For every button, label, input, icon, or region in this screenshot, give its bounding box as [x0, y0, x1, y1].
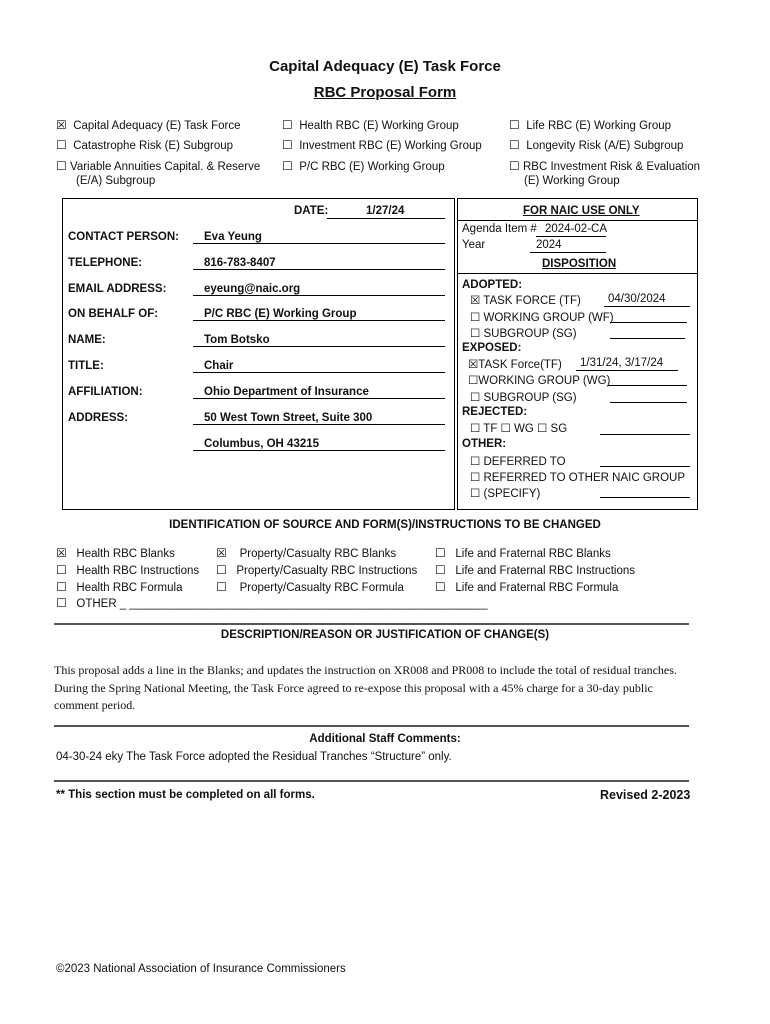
form-label: Health RBC Formula	[76, 582, 183, 594]
title-label: TITLE:	[68, 360, 104, 372]
divider	[54, 725, 689, 727]
other-label: OTHER:	[462, 438, 507, 450]
contact-box	[62, 198, 455, 510]
checkbox-icon: ☒	[56, 118, 67, 132]
group-checkbox[interactable]	[282, 138, 482, 152]
rejected-label: REJECTED:	[462, 406, 528, 418]
form-checkbox[interactable]	[216, 563, 417, 577]
description-line: During the Spring National Meeting, the Task Force agreed to re-expose this proposal with a 45% charge for a 30-day public	[54, 681, 653, 695]
checkbox-icon: ☐	[509, 159, 520, 173]
checkbox-icon: ☒	[216, 546, 227, 560]
adopted-sg-checkbox[interactable]: ☐ SUBGROUP (SG)	[470, 328, 577, 340]
checkbox-icon: ☒	[56, 546, 67, 560]
checkbox-icon: ☐	[435, 546, 446, 560]
checkbox-icon: ☐	[56, 138, 67, 152]
title-value[interactable]: Chair	[204, 360, 234, 372]
copyright: ©2023 National Association of Insurance Commissioners	[56, 963, 346, 975]
form-checkbox[interactable]	[56, 546, 175, 560]
exposed-wg-checkbox[interactable]: ☐WORKING GROUP (WG)	[468, 375, 611, 387]
checkbox-icon: ☐	[435, 580, 446, 594]
checkbox-icon: ☐	[56, 596, 67, 610]
affiliation-label: AFFILIATION:	[68, 386, 143, 398]
checkbox-icon: ☐	[216, 580, 227, 594]
checkbox-icon: ☐	[56, 563, 67, 577]
form-checkbox[interactable]	[56, 580, 182, 594]
staff-comment: 04-30-24 eky The Task Force adopted the Residual Tranches “Structure” only.	[56, 751, 452, 763]
naic-heading: FOR NAIC USE ONLY	[523, 205, 640, 217]
checkbox-icon: ☐	[282, 159, 293, 173]
exposed-sg-checkbox[interactable]: ☐ SUBGROUP (SG)	[470, 392, 577, 404]
checkbox-icon: ☐	[56, 159, 67, 173]
staff-comments-heading: Additional Staff Comments:	[309, 733, 461, 745]
form-label: Property/Casualty RBC Formula	[239, 582, 404, 594]
date-label: DATE:	[294, 205, 329, 217]
year-value[interactable]: 2024	[536, 239, 562, 251]
address-label: ADDRESS:	[68, 412, 129, 424]
group-label: Life RBC (E) Working Group	[526, 120, 672, 132]
date-value[interactable]: 1/27/24	[366, 205, 405, 217]
checkbox-icon: ☐	[435, 563, 446, 577]
divider	[54, 623, 689, 625]
form-label: Property/Casualty RBC Blanks	[239, 548, 397, 560]
group-label: Catastrophe Risk (E) Subgroup	[73, 140, 234, 152]
address-value[interactable]: 50 West Town Street, Suite 300	[204, 412, 373, 424]
specify-checkbox[interactable]: ☐ (SPECIFY)	[470, 488, 541, 500]
form-checkbox[interactable]	[435, 546, 611, 560]
rejected-options[interactable]: ☐ TF ☐ WG ☐ SG	[470, 423, 568, 435]
adopted-label: ADOPTED:	[462, 279, 523, 291]
affiliation-value[interactable]: Ohio Department of Insurance	[204, 386, 369, 398]
group-checkbox[interactable]	[509, 118, 671, 132]
other-form-label: OTHER _ ________________________________________________________	[76, 598, 488, 610]
year-label: Year	[462, 239, 486, 251]
email-value[interactable]: eyeung@naic.org	[204, 283, 301, 295]
email-label: EMAIL ADDRESS:	[68, 283, 167, 295]
deferred-checkbox[interactable]: ☐ DEFERRED TO	[470, 456, 566, 468]
form-label: Life and Fraternal RBC Instructions	[455, 565, 635, 577]
form-label: Health RBC Blanks	[76, 548, 175, 560]
checkbox-icon: ☐	[282, 118, 293, 132]
group-label: Variable Annuities Capital. & Reserve	[70, 161, 261, 173]
checkbox-icon: ☐	[509, 138, 520, 152]
group-checkbox[interactable]	[282, 159, 445, 173]
adopted-wg-checkbox[interactable]: ☐ WORKING GROUP (WF)	[470, 312, 614, 324]
description-heading: DESCRIPTION/REASON OR JUSTIFICATION OF CHANGE(S)	[220, 629, 550, 641]
group-label-cont: (E) Working Group	[524, 175, 620, 187]
completion-note: ** This section must be completed on all forms.	[56, 789, 315, 801]
group-label: Capital Adequacy (E) Task Force	[73, 120, 241, 132]
checkbox-icon: ☐	[282, 138, 293, 152]
on-behalf-value[interactable]: P/C RBC (E) Working Group	[204, 308, 357, 320]
group-label: P/C RBC (E) Working Group	[299, 161, 445, 173]
identification-heading: IDENTIFICATION OF SOURCE AND FORM(S)/INSTRUCTIONS TO BE CHANGED	[169, 519, 601, 531]
form-subtitle: RBC Proposal Form	[313, 84, 457, 101]
description-line: comment period.	[54, 698, 136, 712]
form-label: Life and Fraternal RBC Blanks	[455, 548, 611, 560]
form-label: Property/Casualty RBC Instructions	[236, 565, 418, 577]
form-checkbox[interactable]	[56, 563, 199, 577]
form-checkbox[interactable]	[216, 546, 396, 560]
adopted-tf-date[interactable]: 04/30/2024	[608, 293, 666, 305]
group-checkbox[interactable]	[509, 138, 683, 152]
group-checkbox[interactable]	[509, 159, 700, 173]
checkbox-icon: ☐	[56, 580, 67, 594]
group-label: RBC Investment Risk & Evaluation	[523, 161, 701, 173]
contact-person-value[interactable]: Eva Yeung	[204, 231, 262, 243]
form-label: Health RBC Instructions	[76, 565, 200, 577]
group-checkbox[interactable]	[56, 118, 240, 132]
description-line: This proposal adds a line in the Blanks; and updates the instruction on XR008 and PR008 to include the total of residual tranches.	[54, 663, 677, 677]
checkbox-icon: ☐	[509, 118, 520, 132]
exposed-tf-date[interactable]: 1/31/24, 3/17/24	[580, 357, 664, 369]
form-checkbox[interactable]	[435, 563, 635, 577]
form-label: Life and Fraternal RBC Formula	[455, 582, 619, 594]
name-value[interactable]: Tom Botsko	[204, 334, 270, 346]
revised-date: Revised 2-2023	[600, 788, 691, 802]
exposed-tf-checkbox[interactable]: ☒TASK Force(TF)	[468, 359, 562, 371]
group-label: Health RBC (E) Working Group	[299, 120, 459, 132]
other-form-checkbox[interactable]	[56, 596, 488, 610]
adopted-tf-checkbox[interactable]: ☒ TASK FORCE (TF)	[470, 295, 581, 307]
group-label-cont: (E/A) Subgroup	[76, 175, 156, 187]
on-behalf-label: ON BEHALF OF:	[68, 308, 159, 320]
form-checkbox[interactable]	[216, 580, 404, 594]
group-label: Longevity Risk (A/E) Subgroup	[526, 140, 684, 152]
address-line2-value[interactable]: Columbus, OH 43215	[204, 438, 320, 450]
checkbox-icon: ☐	[216, 563, 227, 577]
form-checkbox[interactable]	[435, 580, 618, 594]
telephone-label: TELEPHONE:	[68, 257, 143, 269]
divider	[54, 780, 689, 782]
referred-checkbox[interactable]: ☐ REFERRED TO OTHER NAIC GROUP	[470, 472, 685, 484]
group-label: Investment RBC (E) Working Group	[299, 140, 482, 152]
group-checkbox[interactable]	[56, 159, 260, 173]
agenda-item-value[interactable]: 2024-02-CA	[545, 223, 608, 235]
contact-person-label: CONTACT PERSON:	[68, 231, 179, 243]
form-title: Capital Adequacy (E) Task Force	[269, 58, 501, 75]
disposition-heading: DISPOSITION	[542, 258, 617, 270]
name-label: NAME:	[68, 334, 106, 346]
telephone-value[interactable]: 816-783-8407	[204, 257, 276, 269]
group-checkbox[interactable]	[56, 138, 233, 152]
exposed-label: EXPOSED:	[462, 342, 522, 354]
group-checkbox[interactable]	[282, 118, 459, 132]
agenda-item-label: Agenda Item #	[462, 223, 537, 235]
